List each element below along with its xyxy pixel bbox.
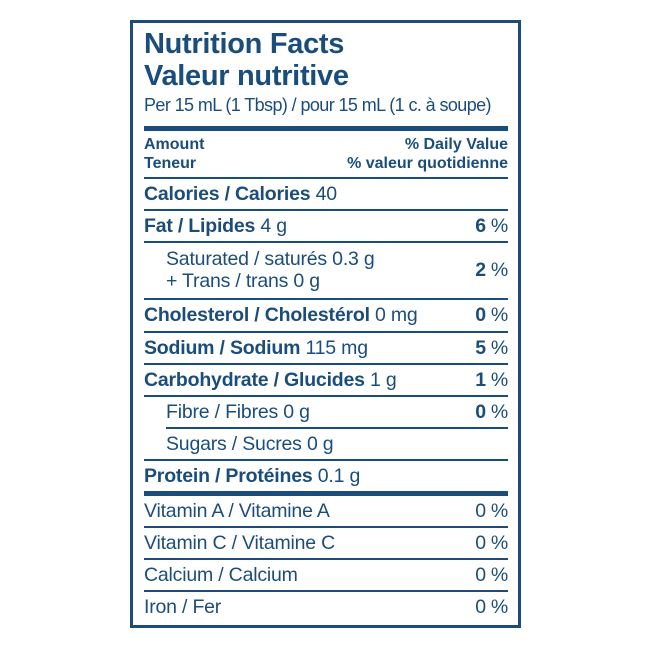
row-vitamin-c [144, 528, 508, 558]
fat-daily-value: 6 % [475, 215, 508, 238]
vitamin-a-label: Vitamin A / Vitamine A [144, 499, 330, 522]
row-carbohydrate [144, 365, 508, 395]
row-calcium [144, 560, 508, 590]
protein-label: Protein / Protéines 0.1 g [144, 464, 361, 487]
daily-value-label-fr: % valeur quotidienne [347, 155, 508, 173]
vitamin-a-daily-value: 0 % [475, 499, 508, 522]
calories-label: Calories / Calories 40 [144, 183, 337, 206]
fibre-daily-value: 0 % [475, 400, 508, 423]
row-fibre [144, 397, 508, 427]
row-vitamin-a [144, 496, 508, 526]
cholesterol-label: Cholesterol / Cholestérol 0 mg [144, 304, 418, 327]
sodium-label: Sodium / Sodium 115 mg [144, 336, 368, 359]
cholesterol-daily-value: 0 % [475, 304, 508, 327]
daily-value-label-en: % Daily Value [404, 135, 508, 153]
sodium-daily-value: 5 % [475, 336, 508, 359]
saturated-trans-label: Saturated / saturés 0.3 g + Trans / trans 0 g [166, 248, 375, 293]
row-calories [144, 179, 508, 209]
fibre-label: Fibre / Fibres 0 g [166, 400, 310, 423]
nutrition-facts-label [130, 20, 521, 628]
label-title-en: Nutrition Facts [144, 28, 345, 60]
saturated-daily-value: 2 % [475, 259, 508, 282]
serving-size: Per 15 mL (1 Tbsp) / pour 15 mL (1 c. à soupe) [144, 95, 491, 116]
amount-header [144, 135, 204, 173]
sugars-label: Sugars / Sucres 0 g [166, 432, 334, 455]
row-protein [144, 461, 508, 491]
vitamin-c-label: Vitamin C / Vitamine C [144, 531, 336, 554]
row-saturated-trans [144, 243, 508, 298]
label-title-fr: Valeur nutritive [144, 60, 349, 93]
daily-value-header [144, 131, 508, 177]
iron-daily-value: 0 % [475, 595, 508, 618]
vitamin-c-daily-value: 0 % [475, 531, 508, 554]
amount-label-en: Amount [144, 135, 205, 153]
row-sugars [144, 429, 508, 459]
row-iron [144, 592, 508, 622]
calcium-label: Calcium / Calcium [144, 563, 298, 586]
fat-label: Fat / Lipides 4 g [144, 215, 287, 238]
row-fat [144, 211, 508, 241]
row-cholesterol [144, 300, 508, 330]
carbohydrate-label: Carbohydrate / Glucides 1 g [144, 368, 397, 391]
row-sodium [144, 333, 508, 363]
percent-daily-value-header [347, 135, 508, 173]
iron-label: Iron / Fer [144, 595, 222, 618]
calcium-daily-value: 0 % [475, 563, 508, 586]
carbohydrate-daily-value: 1 % [475, 368, 508, 391]
amount-label-fr: Teneur [144, 155, 197, 173]
